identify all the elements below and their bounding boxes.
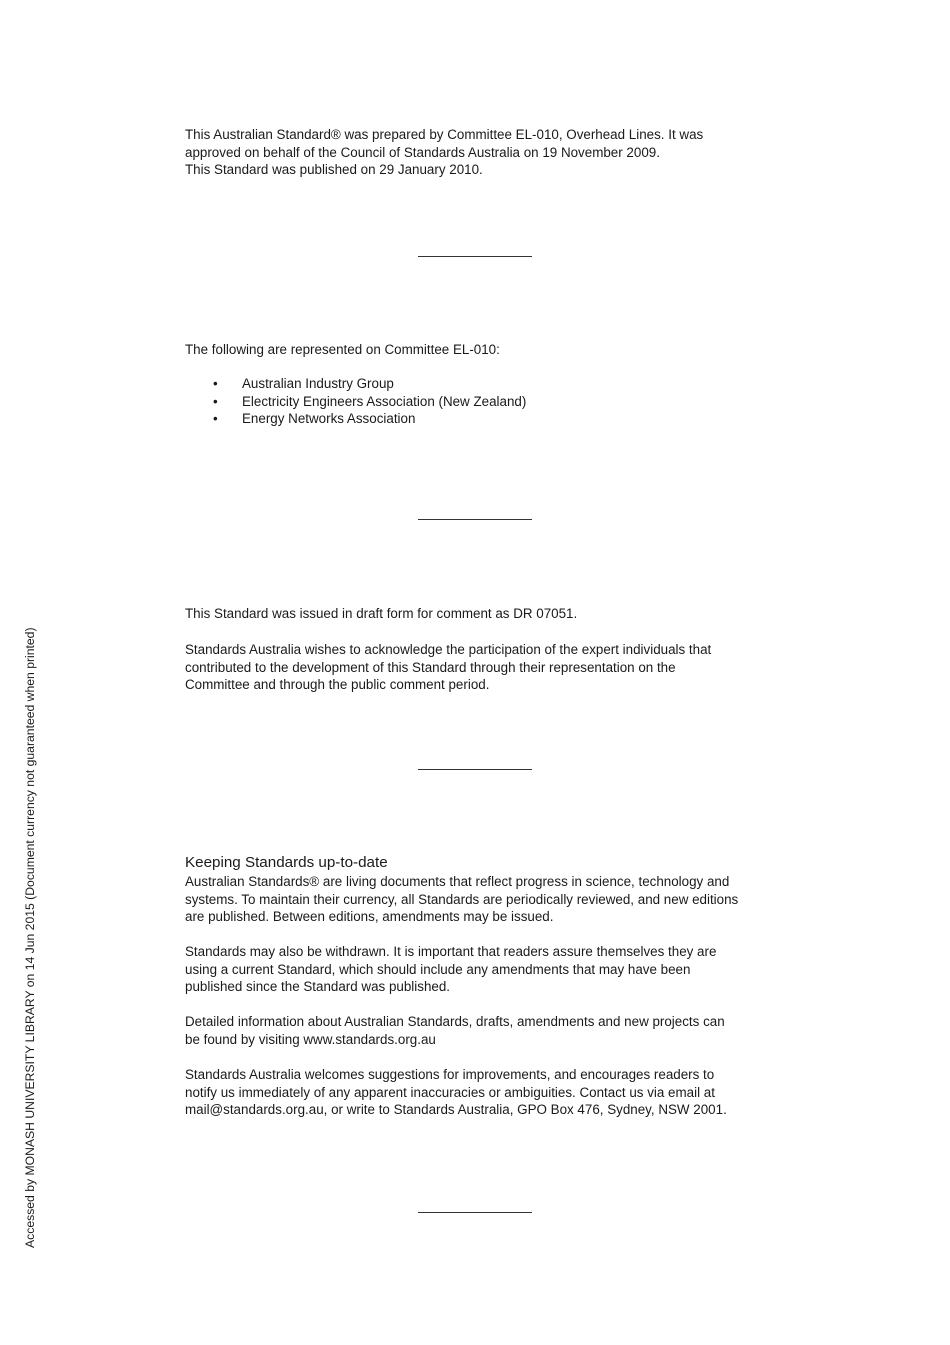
bullet-icon: • — [213, 376, 218, 391]
paragraph-line: Australian Standards® are living documents that reflect progress in science, technology and — [185, 874, 730, 889]
paragraph-line: systems. To maintain their currency, all Standards are periodically reviewed, and new editions — [185, 891, 739, 907]
committee-member-list — [185, 375, 526, 428]
living-documents-paragraph — [185, 873, 775, 926]
preparation-line: This Standard was published on 29 January 2010. — [185, 162, 483, 178]
list-item — [185, 393, 526, 411]
paragraph-line: mail@standards.org.au, or write to Standards Australia, GPO Box 476, Sydney, NSW 2001. — [185, 1102, 727, 1118]
committee-member-name: Australian Industry Group — [242, 376, 394, 391]
suggestions-paragraph — [185, 1066, 775, 1119]
section-divider — [418, 519, 532, 520]
detailed-info-paragraph — [185, 1013, 775, 1048]
paragraph-line: be found by visiting www.standards.org.au — [185, 1031, 436, 1047]
bullet-icon: • — [213, 393, 218, 409]
preparation-line: This Australian Standard® was prepared by Committee EL-010, Overhead Lines. It was — [185, 127, 704, 142]
section-divider — [418, 769, 532, 770]
preparation-line: approved on behalf of the Council of Standards Australia on 19 November 2009. — [185, 144, 660, 160]
draft-issued-line: This Standard was issued in draft form for comment as DR 07051. — [185, 606, 578, 621]
bullet-icon: • — [213, 411, 218, 427]
committee-member-name: Electricity Engineers Association (New Zealand) — [242, 393, 527, 409]
paragraph-line: published since the Standard was published. — [185, 979, 451, 995]
paragraph-line: notify us immediately of any apparent inaccuracies or ambiguities. Contact us via email at — [185, 1084, 715, 1100]
paragraph-line: Detailed information about Australian Standards, drafts, amendments and new projects can — [185, 1014, 725, 1029]
section-divider — [418, 256, 532, 257]
committee-member-name: Energy Networks Association — [242, 411, 416, 427]
paragraph-line: using a current Standard, which should include any amendments that may have been — [185, 961, 691, 977]
acknowledgement-paragraph — [185, 641, 775, 694]
paragraph-line: Standards may also be withdrawn. It is important that readers assure themselves they are — [185, 944, 717, 959]
acknowledgement-line: contributed to the development of this Standard through their representation on the — [185, 659, 676, 675]
list-item — [185, 410, 526, 428]
committee-intro: The following are represented on Committee EL-010: — [185, 342, 500, 357]
paragraph-line: Standards Australia welcomes suggestions for improvements, and encourages readers to — [185, 1067, 715, 1082]
keeping-up-to-date-heading: Keeping Standards up-to-date — [185, 854, 388, 871]
list-item — [185, 375, 526, 393]
paragraph-line: are published. Between editions, amendments may be issued. — [185, 909, 554, 925]
withdrawn-paragraph — [185, 943, 775, 996]
preparation-paragraph — [185, 126, 775, 179]
section-divider — [418, 1212, 532, 1213]
acknowledgement-line: Standards Australia wishes to acknowledge the participation of the expert individuals that — [185, 642, 712, 657]
acknowledgement-line: Committee and through the public comment period. — [185, 677, 490, 693]
access-watermark: Accessed by MONASH UNIVERSITY LIBRARY on 14 Jun 2015 (Document currency not guaranteed when printed) — [23, 627, 37, 1248]
